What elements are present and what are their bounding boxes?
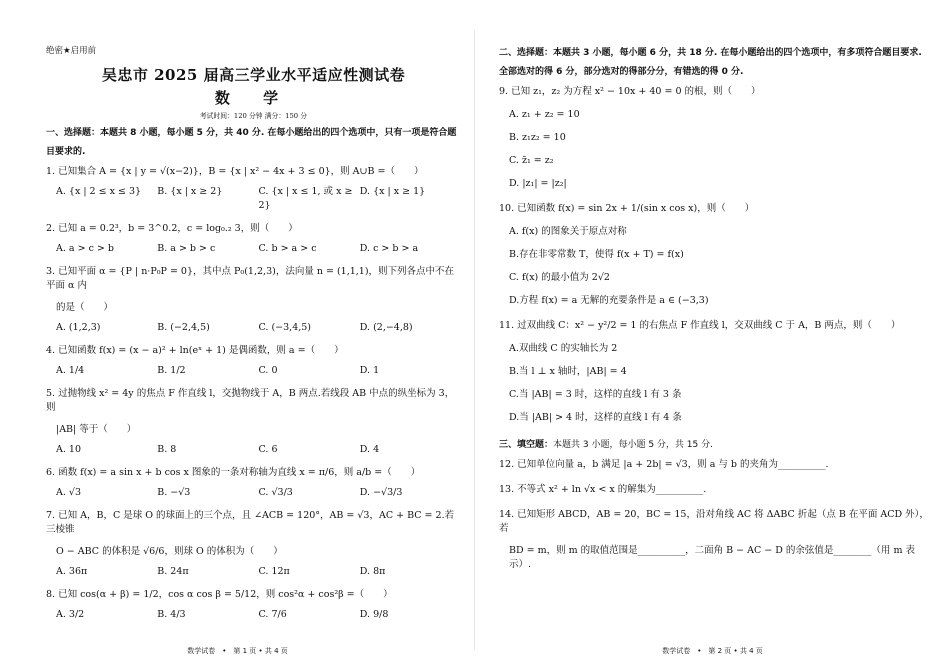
question xyxy=(46,588,461,622)
option: B. −√3 xyxy=(157,487,191,498)
question-options xyxy=(56,185,461,213)
option: B. 24π xyxy=(157,566,189,577)
question-text: 已知单位向量 a，b 满足 |a + 2b| = √3，则 a 与 b 的夹角为__________. xyxy=(517,459,829,470)
question-stem xyxy=(46,509,461,537)
question-text: 已知集合 A = {x | y = √(x−2)}，B = {x | x² − 4x + 3 ≤ 0}，则 A∪B =（ ） xyxy=(58,166,424,177)
option: B. z₁z₂ = 10 xyxy=(509,132,566,143)
section-3-questions xyxy=(499,458,930,572)
question-number: 4. xyxy=(46,345,56,356)
question-number: 5. xyxy=(46,388,56,399)
question-number: 6. xyxy=(46,467,56,478)
question-number: 9. xyxy=(499,86,509,97)
question-number: 12. xyxy=(499,459,515,470)
section-3-text: 本题共 3 小题，每小题 5 分，共 15 分. xyxy=(553,440,713,450)
option: B. a > b > c xyxy=(157,243,216,254)
exam-meta: 考试时间：120 分钟 满分：150 分 xyxy=(199,112,308,120)
question-stem xyxy=(499,483,930,497)
option: D. c > b > a xyxy=(359,243,419,254)
option: B. 8 xyxy=(157,444,177,455)
question-text: 已知矩形 ABCD，AB = 20，BC = 15，沿对角线 AC 将 ΔABC 折起（点 B 在平面 ACD 外），若 xyxy=(499,509,929,534)
question xyxy=(499,458,930,472)
question-text: 已知平面 α = {P | n·P₀P = 0}，其中点 P₀(1,2,3)，法向量 n = (1,1,1)，则下列各点中不在平面 α 内 xyxy=(46,266,455,291)
question-stem xyxy=(46,165,461,179)
question-number: 10. xyxy=(499,203,515,214)
section-1-title: 一、选择题： xyxy=(46,128,101,138)
option: B. 1/2 xyxy=(157,365,186,376)
option: D.方程 f(x) = a 无解的充要条件是 a ∈ (−3,3) xyxy=(509,295,709,306)
option: A. (1,2,3) xyxy=(56,322,101,333)
question xyxy=(46,466,461,500)
option: A. √3 xyxy=(56,487,81,498)
section-2-header xyxy=(499,44,930,82)
question-text: 函数 f(x) = a sin x + b cos x 图象的一条对称轴为直线 x = π/6，则 a/b =（ ） xyxy=(58,467,421,478)
option: A. a > c > b xyxy=(56,243,114,254)
question xyxy=(499,202,930,308)
question xyxy=(46,165,461,213)
question-number: 13. xyxy=(499,484,515,495)
section-1-questions xyxy=(46,165,461,622)
question xyxy=(499,508,930,572)
question xyxy=(46,222,461,256)
question-continuation: O − ABC 的体积是 √6/6，则球 O 的体积为（ ） xyxy=(56,546,283,557)
question-text: 已知函数 f(x) = sin 2x + 1/(sin x cos x)，则（ ） xyxy=(517,203,755,214)
question-options xyxy=(56,242,461,256)
question-number: 11. xyxy=(499,320,515,331)
question-options xyxy=(56,608,461,622)
question-number: 1. xyxy=(46,166,56,177)
question xyxy=(46,265,461,335)
question-number: 3. xyxy=(46,266,56,277)
question xyxy=(499,85,930,191)
option: C.当 |AB| = 3 时，这样的直线 l 有 3 条 xyxy=(509,389,682,400)
option: D. 4 xyxy=(359,444,380,455)
option: D. {x | x ≥ 1} xyxy=(359,186,426,197)
option: C. 7/6 xyxy=(258,609,287,620)
question-stem xyxy=(46,588,461,602)
option: A. 3/2 xyxy=(56,609,85,620)
question-text: 过双曲线 C：x² − y²/2 = 1 的右焦点 F 作直线 l，交双曲线 C 于 A，B 两点，则（ ） xyxy=(517,320,901,331)
section-1-header xyxy=(46,124,461,162)
question-stem xyxy=(46,222,461,236)
option: A. z₁ + z₂ = 10 xyxy=(509,109,580,120)
question-options xyxy=(56,321,461,335)
option: C. z̄₁ = z₂ xyxy=(509,155,554,166)
confidential-mark: 绝密★启用前 xyxy=(46,46,97,56)
question-text: 过抛物线 x² = 4y 的焦点 F 作直线 l，交抛物线于 A，B 两点.若线段 AB 中点的纵坐标为 3，则 xyxy=(46,388,455,413)
question-number: 7. xyxy=(46,510,56,521)
option: A. 10 xyxy=(56,444,81,455)
question xyxy=(499,319,930,425)
option: B. 4/3 xyxy=(157,609,186,620)
question xyxy=(46,509,461,579)
question-text: 已知函数 f(x) = (x − a)² + ln(eˣ + 1) 是偶函数，则 a =（ ） xyxy=(58,345,344,356)
option: C. 12π xyxy=(258,566,290,577)
option: A. 1/4 xyxy=(56,365,85,376)
question-options xyxy=(56,443,461,457)
page-footer: 数学试卷 • 第 2 页 • 共 4 页 xyxy=(662,647,763,655)
option: A. 36π xyxy=(56,566,88,577)
question-text: 已知 a = 0.2³，b = 3^0.2，c = log₀.₂ 3，则（ ） xyxy=(58,223,298,234)
option: D. |z₁| = |z₂| xyxy=(509,178,567,189)
option: A.双曲线 C 的实轴长为 2 xyxy=(509,343,618,354)
exam-page-2 xyxy=(475,0,950,672)
question-number: 8. xyxy=(46,589,56,600)
question xyxy=(499,483,930,497)
section-1-text: 本题共 8 小题，每小题 5 分，共 40 分. 在每小题给出的四个选项中，只有一项是符合题目要求的. xyxy=(46,128,457,157)
question-number: 2. xyxy=(46,223,56,234)
option: D. (2,−4,8) xyxy=(359,322,413,333)
question-text: 不等式 x² + ln √x < x 的解集为__________. xyxy=(517,484,707,495)
question-continuation: BD = m，则 m 的取值范围是__________，二面角 B − AC − D 的余弦值是________（用 m 表示）. xyxy=(509,545,915,570)
question-stem xyxy=(499,508,930,536)
section-2-text: 本题共 3 小题，每小题 6 分，共 18 分. 在每小题给出的四个选项中，有多项符合题目要求. 全部选对的得 6 分，部分选对的得部分分，有错选的得 0 分. xyxy=(499,48,922,77)
option: C. √3/3 xyxy=(258,487,293,498)
option: D. 9/8 xyxy=(359,609,389,620)
option: D. 8π xyxy=(359,566,386,577)
question-stem xyxy=(46,466,461,480)
option: D.当 |AB| > 4 时，这样的直线 l 有 4 条 xyxy=(509,412,682,423)
question-stem xyxy=(46,387,461,415)
option: D. 1 xyxy=(359,365,380,376)
option: D. −√3/3 xyxy=(359,487,403,498)
option: B.存在非零常数 T，使得 f(x + T) = f(x) xyxy=(509,249,684,260)
question-stem xyxy=(499,85,930,99)
exam-title: 吴忠市 2025 届高三学业水平适应性测试卷 xyxy=(101,66,406,84)
question-stem xyxy=(499,319,930,333)
question-options xyxy=(56,486,461,500)
question-stem xyxy=(499,458,930,472)
option: B. {x | x ≥ 2} xyxy=(157,186,223,197)
option: B.当 l ⊥ x 轴时，|AB| = 4 xyxy=(509,366,627,377)
question-text: 已知 z₁，z₂ 为方程 x² − 10x + 40 = 0 的根，则（ ） xyxy=(511,86,761,97)
option: B. (−2,4,5) xyxy=(157,322,210,333)
question xyxy=(46,387,461,457)
option: A. f(x) 的图象关于原点对称 xyxy=(509,226,627,237)
question-text: 已知 A，B，C 是球 O 的球面上的三个点，且 ∠ACB = 120°，AB = √3，AC + BC = 2.若三棱锥 xyxy=(46,510,455,535)
option: C. 6 xyxy=(258,444,278,455)
option: C. b > a > c xyxy=(258,243,317,254)
option: C. {x | x ≤ 1, 或 x ≥ 2} xyxy=(258,186,353,211)
section-2-title: 二、选择题： xyxy=(499,48,554,58)
option: A. {x | 2 ≤ x ≤ 3} xyxy=(56,186,142,197)
section-2-questions xyxy=(499,85,930,425)
question-continuation: 的是（ ） xyxy=(56,302,114,313)
question-stem xyxy=(46,265,461,293)
section-3-header xyxy=(499,436,930,455)
question-continuation: |AB| 等于（ ） xyxy=(56,424,137,435)
option: C. (−3,4,5) xyxy=(258,322,312,333)
option: C. f(x) 的最小值为 2√2 xyxy=(509,272,610,283)
question xyxy=(46,344,461,378)
question-options xyxy=(56,565,461,579)
question-number: 14. xyxy=(499,509,515,520)
question-stem xyxy=(499,202,930,216)
page-footer: 数学试卷 • 第 1 页 • 共 4 页 xyxy=(187,647,288,655)
option: C. 0 xyxy=(258,365,278,376)
section-3-title: 三、填空题： xyxy=(499,440,554,450)
question-stem xyxy=(46,344,461,358)
question-text: 已知 cos(α + β) = 1/2，cos α cos β = 5/12，则 cos²α + cos²β =（ ） xyxy=(58,589,393,600)
question-options xyxy=(56,364,461,378)
exam-subject: 数 学 xyxy=(214,89,293,107)
